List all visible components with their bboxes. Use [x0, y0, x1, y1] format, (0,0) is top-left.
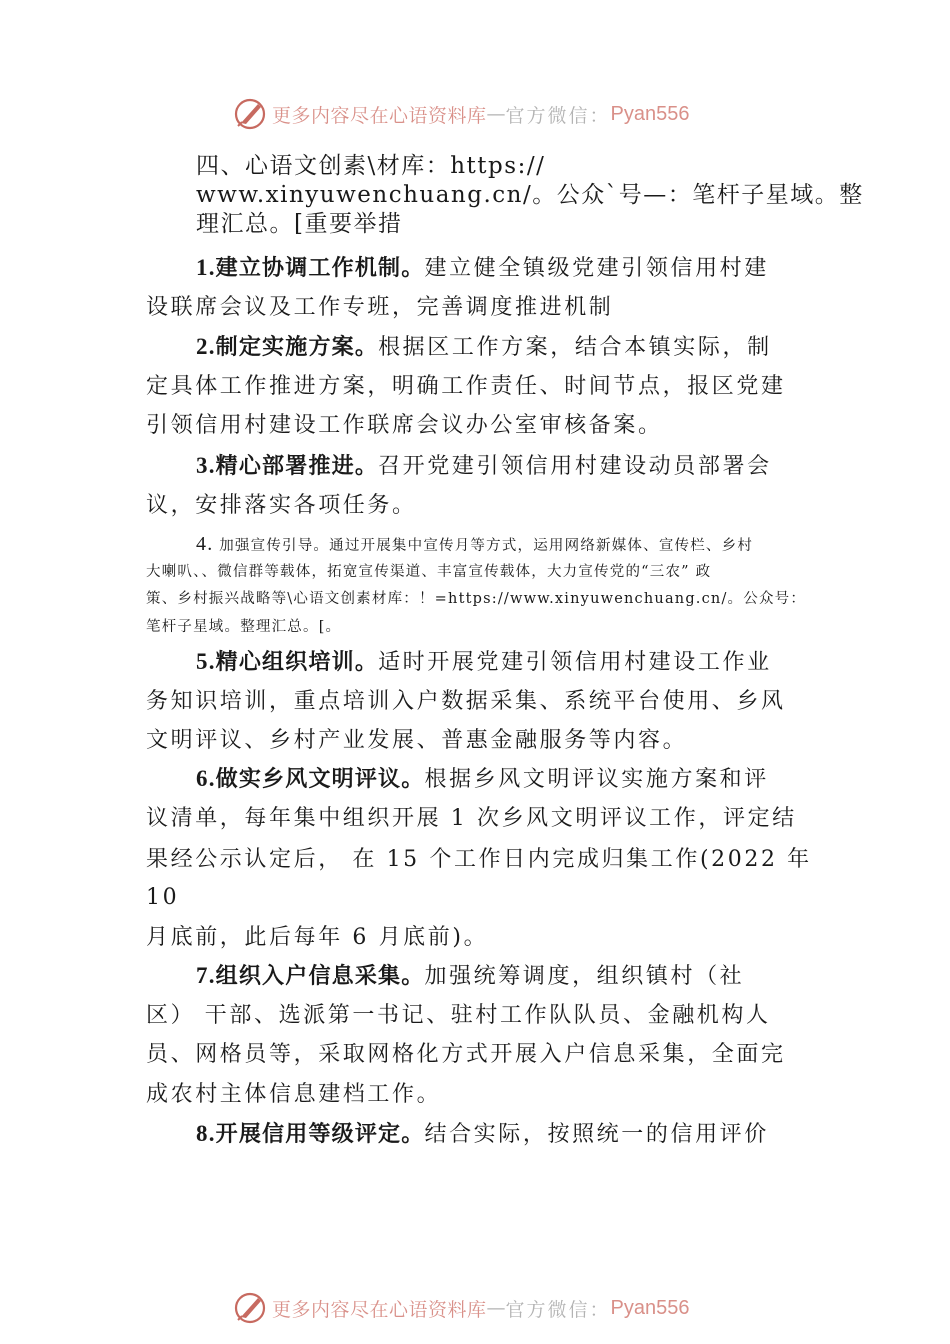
item-text: 果经公示认定后， 在 15 个工作日内完成归集工作(2022 年	[146, 847, 812, 872]
item-title: 精心部署推进。	[215, 454, 379, 479]
measure-item-4	[146, 531, 836, 641]
item-text: 加强统筹调度，组织镇村（社	[424, 964, 745, 989]
measure-item-5	[146, 642, 826, 761]
item-text: 引领信用村建设工作联席会议办公室审核备案。	[146, 413, 663, 438]
item-text: 务知识培训，重点培训入户数据采集、系统平台使用、乡风	[146, 688, 786, 714]
heading-line: 理汇总。[重要举措	[196, 211, 403, 237]
item-text: 员、网格员等，采取网格化方式开展入户信息采集，全面完	[146, 1042, 786, 1067]
banner-separator: —	[486, 1297, 506, 1319]
item-text: 召开党建引领信用村建设动员部署会	[378, 454, 772, 479]
item-title: 组织入户信息采集。	[215, 964, 425, 989]
item-text: 根据区工作方案，结合本镇实际，制	[378, 335, 772, 360]
item-text: 月底前，此后每年 6 月底前)。	[146, 925, 489, 950]
item-text: 文明评议、乡村产业发展、普惠金融服务等内容。	[146, 728, 688, 753]
measure-item-6	[146, 759, 826, 961]
section-heading	[196, 152, 864, 239]
item-text: 定具体工作推进方案，明确工作责任、时间节点，报区党建	[146, 373, 786, 399]
item-text: 区） 干部、选派第一书记、驻村工作队队员、金融机构人	[146, 1002, 771, 1028]
quill-logo-icon	[232, 1290, 268, 1326]
banner-brand: 更多内容尽在心语资料库	[272, 1298, 487, 1321]
item-text: 根据乡风文明评议实施方案和评	[424, 767, 769, 792]
item-text: 10	[146, 885, 180, 910]
item-title: 开展信用等级评定。	[215, 1122, 425, 1147]
item-text: 设联席会议及工作专班，完善调度推进机制	[146, 294, 614, 320]
item-text: 适时开展党建引领信用村建设工作业	[378, 650, 772, 675]
item-number: 6.	[196, 766, 216, 791]
quill-logo-icon	[232, 96, 268, 132]
item-text: 议清单，每年集中组织开展 1 次乡风文明评议工作，评定结	[146, 805, 797, 831]
footer-banner	[232, 1290, 690, 1326]
item-title: 做实乡风文明评议。	[215, 767, 425, 792]
heading-line: www.xinyuwenchuang.cn/。公众`号—：笔杆子星域。整	[196, 182, 864, 208]
measure-item-2	[146, 327, 826, 446]
item-number: 2.	[196, 334, 216, 359]
item-number: 5.	[196, 649, 216, 674]
item-title: 建立协调工作机制。	[215, 256, 425, 281]
item-number: 1.	[196, 255, 216, 280]
banner-brand: 更多内容尽在心语资料库	[272, 104, 487, 127]
item-text: 议，安排落实各项任务。	[146, 492, 417, 518]
item-number: 7.	[196, 963, 216, 988]
header-banner	[232, 96, 690, 132]
measure-item-7	[146, 956, 826, 1114]
banner-wechat-id: Pyan556	[610, 102, 690, 125]
banner-wechat-label: 官方微信：	[505, 1298, 611, 1321]
item-number: 3.	[196, 453, 216, 478]
item-number: 4.	[196, 533, 214, 555]
measure-item-8	[146, 1114, 826, 1154]
banner-separator: —	[486, 103, 506, 125]
item-text: 大喇叭、、微信群等载体，拓宽宣传渠道、丰富宣传载体，大力宣传党的“三农” 政	[146, 563, 712, 580]
item-text: 建立健全镇级党建引领信用村建	[424, 256, 769, 281]
item-text: 结合实际，按照统一的信用评价	[424, 1122, 769, 1147]
measure-item-3	[146, 446, 826, 525]
measure-item-1	[146, 248, 826, 327]
item-text: 策、乡村振兴战略等\心语文创素材库：！=https://www.xinyuwenchuang.cn/。公众号：	[146, 591, 807, 607]
item-text: 笔杆子星域。整理汇总。[。	[146, 618, 342, 635]
item-number: 8.	[196, 1121, 216, 1146]
item-title: 制定实施方案。	[215, 335, 379, 360]
banner-wechat-label: 官方微信：	[505, 104, 611, 127]
item-title: 精心组织培训。	[215, 650, 379, 675]
item-text: 加强宣传引导。通过开展集中宣传月等方式，运用网络新媒体、宣传栏、乡村	[219, 538, 754, 554]
item-text: 成农村主体信息建档工作。	[146, 1081, 442, 1107]
heading-line: 四、心语文创素\材库：https://	[196, 153, 546, 179]
banner-wechat-id: Pyan556	[610, 1296, 690, 1319]
